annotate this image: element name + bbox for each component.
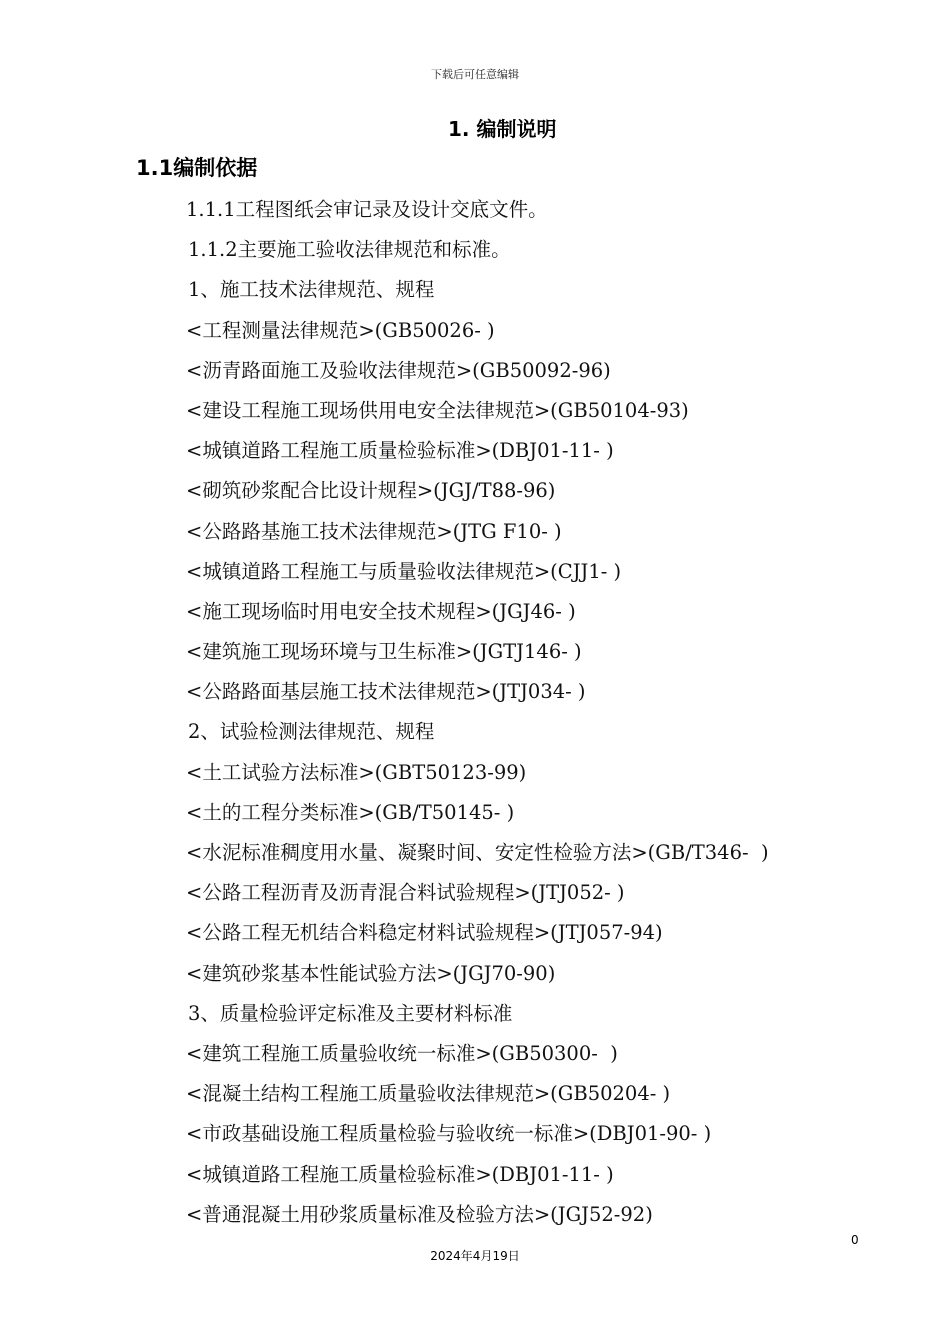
body-line: <公路路面基层施工技术法律规范>(JTJ034- ) [186, 680, 586, 704]
body-line: <公路路基施工技术法律规范>(JTG F10- ) [186, 519, 562, 543]
body-line: <公路工程无机结合料稳定材料试验规程>(JTJ057-94) [186, 921, 663, 945]
body-line: <城镇道路工程施工与质量验收法律规范>(CJJ1- ) [186, 559, 622, 583]
document-body [186, 190, 769, 1235]
body-line: <市政基础设施工程质量检验与验收统一标准>(DBJ01-90- ) [186, 1122, 712, 1146]
body-line: <水泥标准稠度用水量、凝聚时间、安定性检验方法>(GB/T346- ) [186, 841, 769, 864]
body-line: <混凝土结构工程施工质量验收法律规范>(GB50204- ) [186, 1082, 671, 1106]
section-title: 1.1编制依据 [136, 156, 258, 180]
chapter-title: 1. 编制说明 [448, 117, 557, 141]
body-line: <土工试验方法标准>(GBT50123-99) [186, 760, 527, 784]
body-line: 3、质量检验评定标准及主要材料标准 [188, 1001, 513, 1025]
body-line: <沥青路面施工及验收法律规范>(GB50092-96) [186, 358, 611, 382]
page-header-note: 下载后可任意编辑 [431, 68, 519, 81]
body-line: 1.1.1工程图纸会审记录及设计交底文件。 [186, 198, 548, 221]
body-line: <建筑砂浆基本性能试验方法>(JGJ70-90) [186, 961, 556, 985]
body-line: <建设工程施工现场供用电安全法律规范>(GB50104-93) [186, 398, 689, 422]
body-line: <城镇道路工程施工质量检验标准>(DBJ01-11- ) [186, 1162, 614, 1186]
body-line: <建筑工程施工质量验收统一标准>(GB50300- ) [186, 1041, 618, 1065]
body-line: <施工现场临时用电安全技术规程>(JGJ46- ) [186, 599, 576, 623]
body-line: <城镇道路工程施工质量检验标准>(DBJ01-11- ) [186, 439, 614, 463]
body-line: <工程测量法律规范>(GB50026- ) [186, 318, 495, 342]
page-number: 0 [851, 1233, 859, 1247]
body-line: 1、施工技术法律规范、规程 [188, 278, 435, 302]
body-line: <砌筑砂浆配合比设计规程>(JGJ/T88-96) [186, 479, 556, 503]
body-line: <建筑施工现场环境与卫生标准>(JGTJ146- ) [186, 640, 582, 664]
footer-date: 2024年4月19日 [430, 1249, 520, 1263]
body-line: <普通混凝土用砂浆质量标准及检验方法>(JGJ52-92) [186, 1202, 653, 1226]
body-line: <土的工程分类标准>(GB/T50145- ) [186, 800, 515, 824]
body-line: 2、试验检测法律规范、规程 [188, 720, 435, 744]
body-line: <公路工程沥青及沥青混合料试验规程>(JTJ052- ) [186, 881, 625, 905]
body-line: 1.1.2主要施工验收法律规范和标准。 [188, 238, 511, 262]
